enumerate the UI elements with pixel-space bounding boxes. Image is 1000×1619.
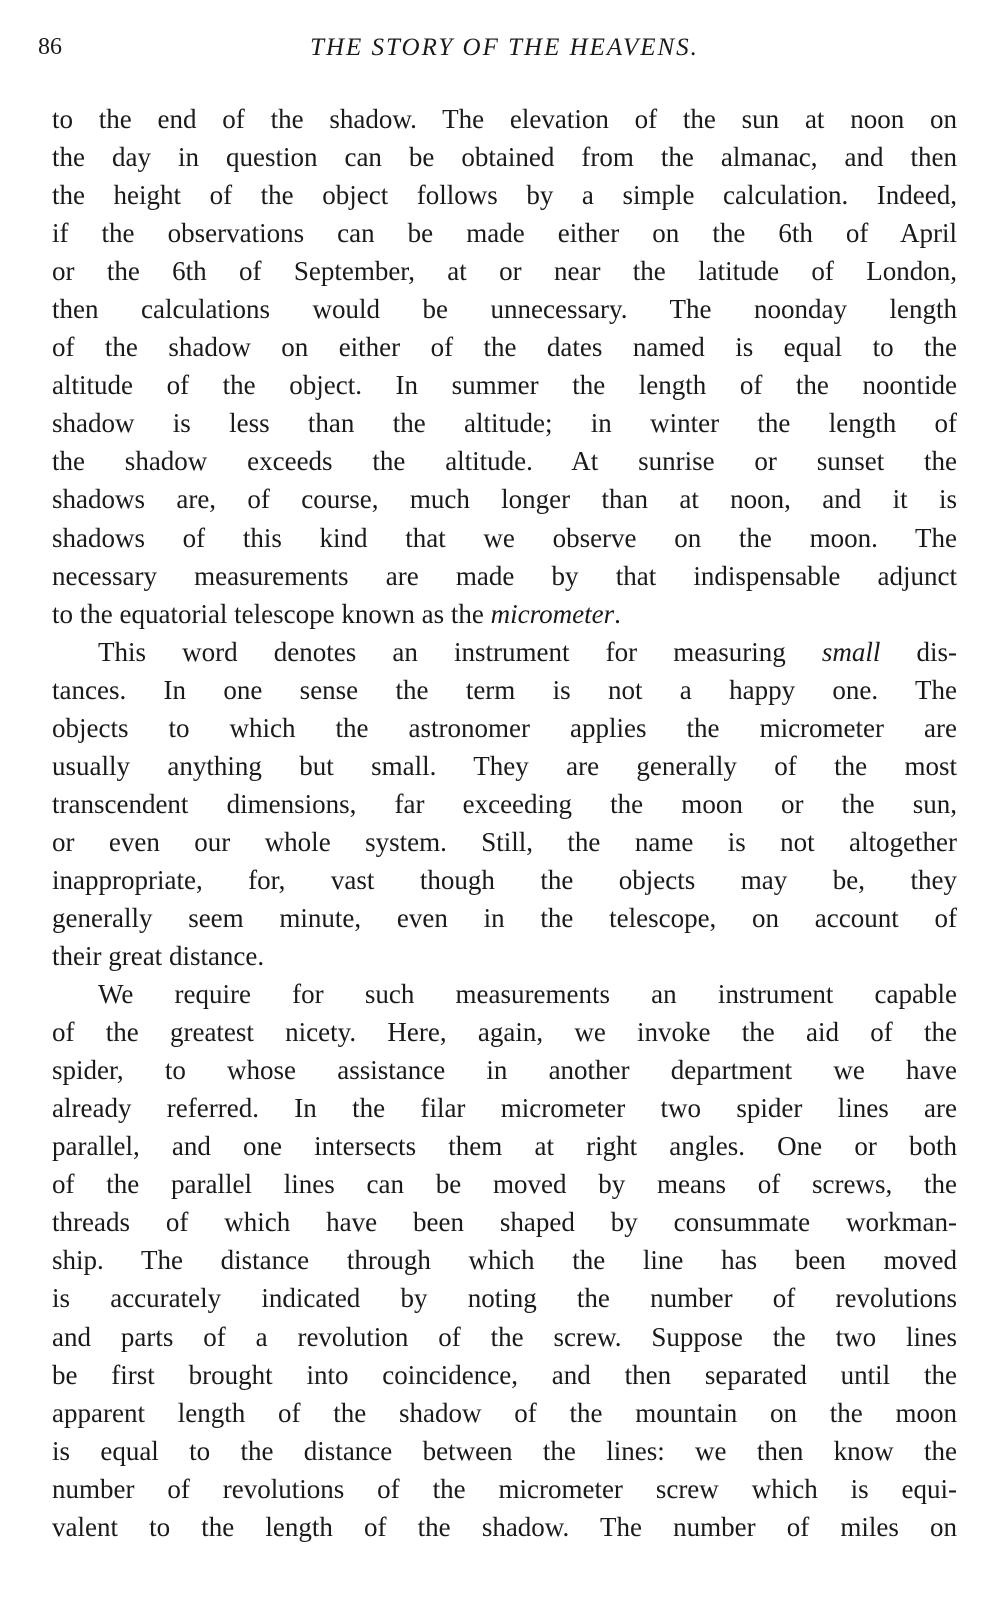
running-title: THE STORY OF THE HEAVENS.	[310, 34, 699, 61]
text-line: ship. The distance through which the line has been moved	[52, 1245, 957, 1276]
text-line: their great distance.	[52, 941, 265, 972]
emphasized-term: small	[821, 636, 881, 667]
text-line: of the parallel lines can be moved by means of screws, the	[52, 1169, 957, 1200]
text-line: apparent length of the shadow of the mountain on the moon	[52, 1397, 957, 1428]
text-line	[52, 595, 957, 633]
text-line: or even our whole system. Still, the name is not altogether	[52, 826, 957, 857]
text-run: to the equatorial telescope known as the	[52, 598, 491, 629]
text-line: objects to which the astronomer applies the micrometer are	[52, 712, 957, 743]
text-line: spider, to whose assistance in another department we have	[52, 1055, 957, 1086]
text-line: the shadow exceeds the altitude. At sunrise or sunset the	[52, 446, 957, 477]
text-line: the height of the object follows by a simple calculation. Indeed,	[52, 180, 957, 211]
text-line: generally seem minute, even in the telescope, on account of	[52, 902, 957, 933]
text-line: is equal to the distance between the lines: we then know the	[52, 1435, 957, 1466]
paragraph-start-line	[52, 633, 957, 671]
page-number: 86	[38, 34, 62, 60]
paragraph-start-line: We require for such measurements an instrument capable	[98, 979, 957, 1010]
text-line: shadow is less than the altitude; in winter the length of	[52, 408, 957, 439]
text-line: tances. In one sense the term is not a happy one. The	[52, 674, 957, 705]
book-page	[38, 30, 957, 1546]
text-line: or the 6th of September, at or near the latitude of London,	[52, 256, 957, 287]
text-line: be first brought into coincidence, and then separated until the	[52, 1359, 957, 1390]
text-line: shadows of this kind that we observe on the moon. The	[52, 522, 957, 553]
text-line: parallel, and one intersects them at right angles. One or both	[52, 1131, 957, 1162]
text-line: already referred. In the filar micrometer two spider lines are	[52, 1093, 957, 1124]
text-line: then calculations would be unnecessary. The noonday length	[52, 294, 957, 325]
page-header	[38, 30, 957, 70]
emphasized-term: micrometer	[490, 598, 615, 629]
text-run: This word denotes an instrument for measuring	[98, 636, 822, 667]
text-run: dis-	[880, 636, 957, 667]
text-line: necessary measurements are made by that indispensable adjunct	[52, 560, 957, 591]
text-line: of the shadow on either of the dates named is equal to the	[52, 332, 957, 363]
text-line: transcendent dimensions, far exceeding the moon or the sun,	[52, 788, 957, 819]
page-body	[52, 100, 957, 1546]
text-line: is accurately indicated by noting the number of revolutions	[52, 1283, 957, 1314]
text-line: threads of which have been shaped by consummate workman-	[52, 1207, 957, 1238]
text-line: valent to the length of the shadow. The number of miles on	[52, 1511, 957, 1542]
text-line: and parts of a revolution of the screw. Suppose the two lines	[52, 1321, 957, 1352]
text-line: inappropriate, for, vast though the objects may be, they	[52, 864, 957, 895]
text-line: usually anything but small. They are generally of the most	[52, 750, 957, 781]
text-line: number of revolutions of the micrometer screw which is equi-	[52, 1473, 957, 1504]
text-line: if the observations can be made either on the 6th of April	[52, 218, 957, 249]
text-line: shadows are, of course, much longer than at noon, and it is	[52, 484, 957, 515]
text-line: of the greatest nicety. Here, again, we invoke the aid of the	[52, 1017, 957, 1048]
text-run: .	[614, 598, 621, 629]
text-line: to the end of the shadow. The elevation of the sun at noon on	[52, 104, 957, 134]
text-line: altitude of the object. In summer the length of the noontide	[52, 370, 957, 401]
text-line: the day in question can be obtained from the almanac, and then	[52, 142, 957, 173]
